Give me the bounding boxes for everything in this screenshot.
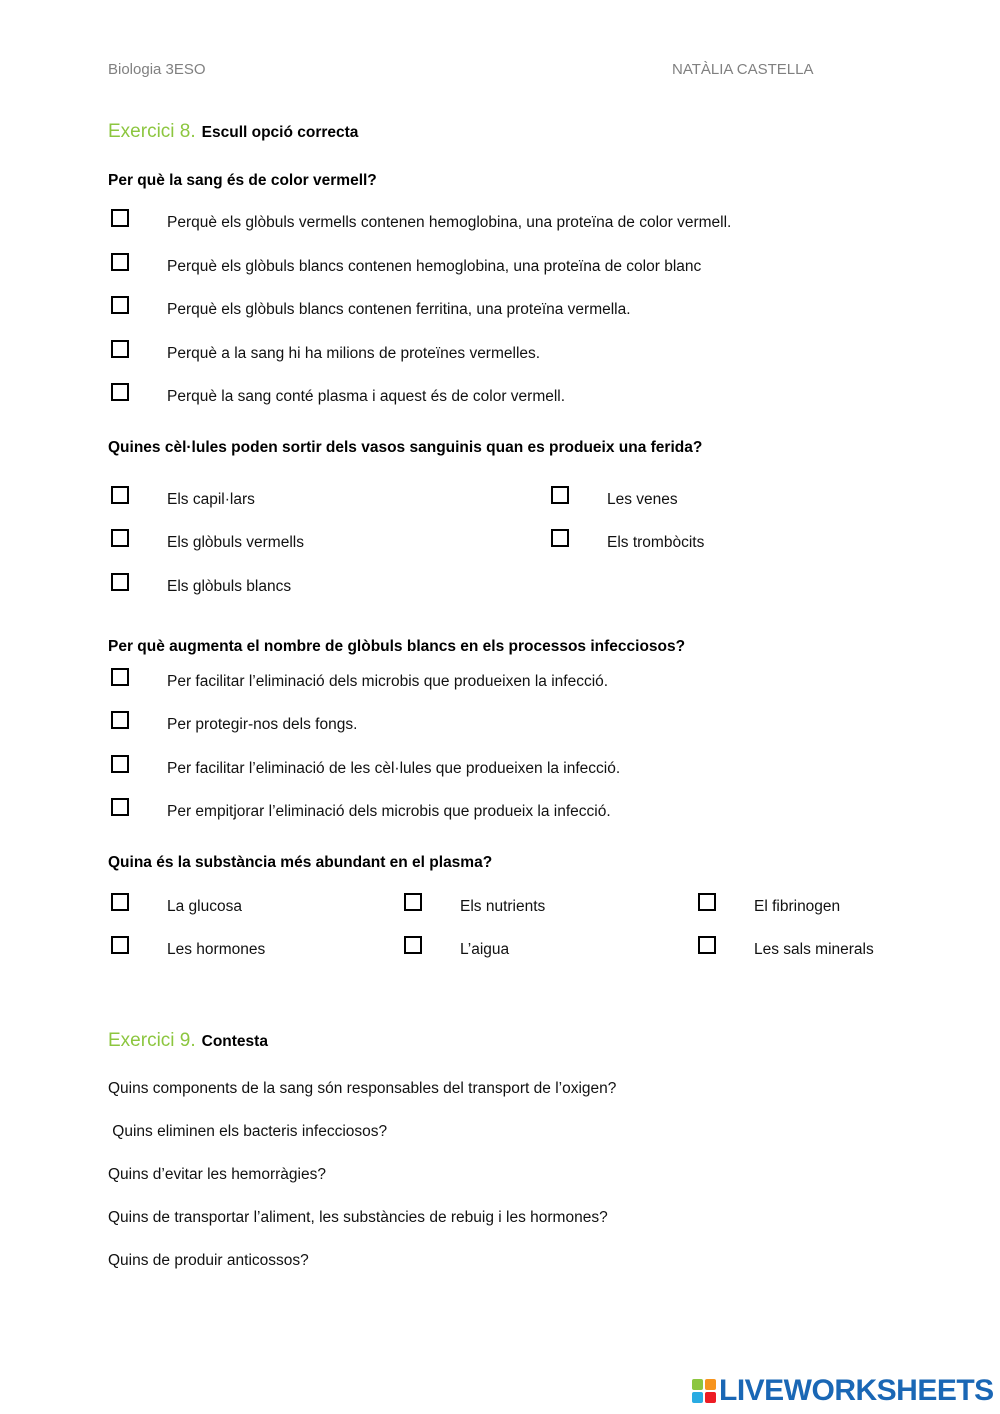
q3-option-3-label: Per facilitar l’eliminació de les cèl·lules que produeixen la infecció. (167, 760, 621, 777)
q4-option-3-checkbox[interactable] (698, 893, 716, 911)
q4-option-4-checkbox[interactable] (111, 936, 129, 954)
q4-option-1-label: La glucosa (167, 898, 242, 915)
exercise9-question-1: Quins components de la sang són responsables del transport de l’oxigen? (108, 1080, 617, 1097)
logo-mark-cell (692, 1379, 703, 1390)
q1-option-4-checkbox[interactable] (111, 340, 129, 358)
exercise9-title: Exercici 9. (108, 1030, 196, 1051)
exercise9-question-3: Quins d’evitar les hemorràgies? (108, 1166, 326, 1183)
q1-option-3-label: Perquè els glòbuls blancs contenen ferritina, una proteïna vermella. (167, 301, 631, 318)
q2-option-4-checkbox[interactable] (551, 529, 569, 547)
q4-question: Quina és la substància més abundant en el plasma? (108, 854, 493, 871)
q3-option-1-checkbox[interactable] (111, 668, 129, 686)
header-course: Biologia 3ESO (108, 61, 206, 78)
q4-option-5-checkbox[interactable] (404, 936, 422, 954)
q4-option-6-checkbox[interactable] (698, 936, 716, 954)
q3-option-2-checkbox[interactable] (111, 711, 129, 729)
q4-option-3-label: El fibrinogen (754, 898, 841, 915)
q4-option-5-label: L’aigua (460, 941, 510, 958)
q1-option-1-label: Perquè els glòbuls vermells contenen hemoglobina, una proteïna de color vermell. (167, 214, 732, 231)
q2-option-3-checkbox[interactable] (111, 529, 129, 547)
q3-option-3-checkbox[interactable] (111, 755, 129, 773)
logo-mark-cell (692, 1392, 703, 1403)
q3-option-2-label: Per protegir-nos dels fongs. (167, 716, 358, 733)
exercise9-question-5: Quins de produir anticossos? (108, 1252, 309, 1269)
exercise9-heading (108, 1030, 268, 1052)
q1-option-5-checkbox[interactable] (111, 383, 129, 401)
q4-option-6-label: Les sals minerals (754, 941, 874, 958)
exercise8-heading (108, 121, 358, 143)
logo-mark-cell (705, 1379, 716, 1390)
liveworksheets-logo-text: LIVEWORKSHEETS (719, 1374, 994, 1407)
q3-option-4-checkbox[interactable] (111, 798, 129, 816)
q3-question: Per què augmenta el nombre de glòbuls blancs en els processos infecciosos? (108, 638, 686, 655)
q3-option-1-label: Per facilitar l’eliminació dels microbis que produeixen la infecció. (167, 673, 609, 690)
q1-option-5-label: Perquè la sang conté plasma i aquest és de color vermell. (167, 388, 566, 405)
q2-option-2-label: Les venes (607, 491, 678, 508)
exercise9-subtitle: Contesta (201, 1033, 268, 1050)
q2-option-1-label: Els capil·lars (167, 491, 255, 508)
q4-option-2-checkbox[interactable] (404, 893, 422, 911)
q1-option-4-label: Perquè a la sang hi ha milions de proteïnes vermelles. (167, 345, 541, 362)
q2-option-2-checkbox[interactable] (551, 486, 569, 504)
q2-option-1-checkbox[interactable] (111, 486, 129, 504)
q2-option-3-label: Els glòbuls vermells (167, 534, 304, 551)
q2-option-4-label: Els trombòcits (607, 534, 705, 551)
q4-option-1-checkbox[interactable] (111, 893, 129, 911)
exercise8-title: Exercici 8. (108, 121, 196, 142)
q4-option-4-label: Les hormones (167, 941, 266, 958)
header-author: NATÀLIA CASTELLA (672, 61, 814, 78)
q1-option-2-checkbox[interactable] (111, 253, 129, 271)
logo-mark-cell (705, 1392, 716, 1403)
q2-option-5-checkbox[interactable] (111, 573, 129, 591)
q1-question: Per què la sang és de color vermell? (108, 172, 377, 189)
q3-option-4-label: Per empitjorar l’eliminació dels microbis que produeix la infecció. (167, 803, 611, 820)
q1-option-1-checkbox[interactable] (111, 209, 129, 227)
exercise9-question-4: Quins de transportar l’aliment, les substàncies de rebuig i les hormones? (108, 1209, 608, 1226)
q1-option-3-checkbox[interactable] (111, 296, 129, 314)
q1-option-2-label: Perquè els glòbuls blancs contenen hemoglobina, una proteïna de color blanc (167, 258, 702, 275)
liveworksheets-logo-icon (692, 1379, 716, 1403)
q2-option-5-label: Els glòbuls blancs (167, 578, 292, 595)
exercise9-question-2: Quins eliminen els bacteris infecciosos? (108, 1123, 388, 1140)
liveworksheets-logo[interactable] (692, 1374, 994, 1408)
q2-question: Quines cèl·lules poden sortir dels vasos sanguinis quan es produeix una ferida? (108, 439, 703, 456)
q4-option-2-label: Els nutrients (460, 898, 546, 915)
exercise8-subtitle: Escull opció correcta (201, 124, 359, 141)
